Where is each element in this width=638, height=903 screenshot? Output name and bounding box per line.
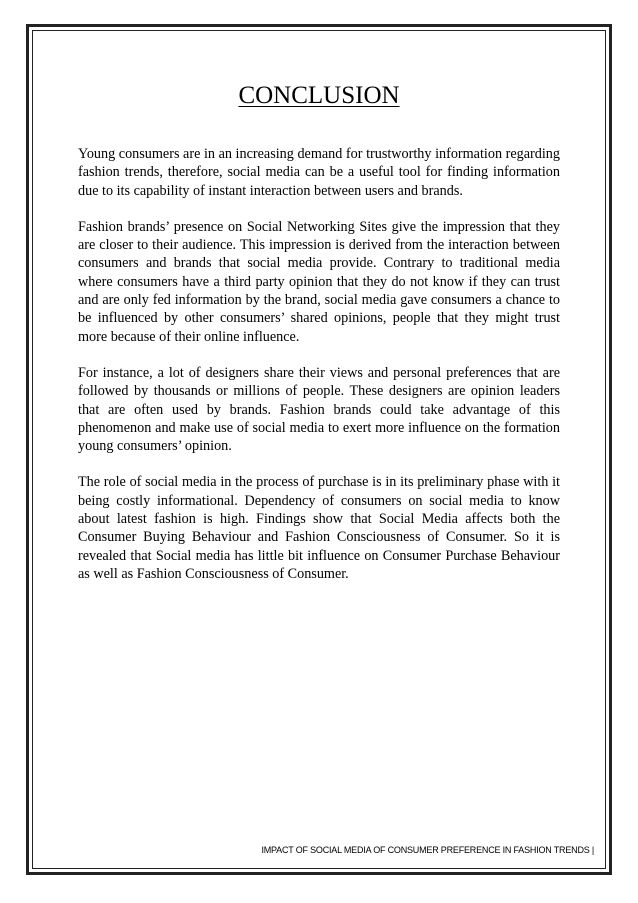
body-text [78,145,560,601]
page-footer: IMPACT OF SOCIAL MEDIA OF CONSUMER PREFERENCE IN FASHION TRENDS | [261,845,594,855]
paragraph-4: The role of social media in the process of purchase is in its preliminary phase with it being costly informational. Dependency of consumers on social media to know about latest fashion is high. Findings show that Social Media affects both the Consumer Buying Behaviour and Fashion Consciousness of Consumer. So it is revealed that Social media has little bit influence on Consumer Purchase Behaviour as well as Fashion Consciousness of Consumer. [78,474,560,582]
page-title: CONCLUSION [238,82,400,109]
paragraph-2: Fashion brands’ presence on Social Networking Sites give the impression that they are closer to their audience. This impression is derived from the interaction between consumers and brands that social media provide. Contrary to traditional media where consumers have a third party opinion that they do not know if they can trust and are only fed information by the brand, social media gave consumers a chance to be influenced by other consumers’ shared opinions, people that they might trust more because of their online influence. [78,218,560,345]
paragraph-3: For instance, a lot of designers share their views and personal preferences that are followed by thousands or millions of people. These designers are opinion leaders that are often used by brands. Fashion brands could take advantage of this phenomenon and make use of social media to exert more influence on the formation young consumers’ opinion. [78,364,560,455]
paragraph-1: Young consumers are in an increasing demand for trustworthy information regarding fashion trends, therefore, social media can be a useful tool for finding information due to its capability of instant interaction between users and brands. [78,146,560,199]
